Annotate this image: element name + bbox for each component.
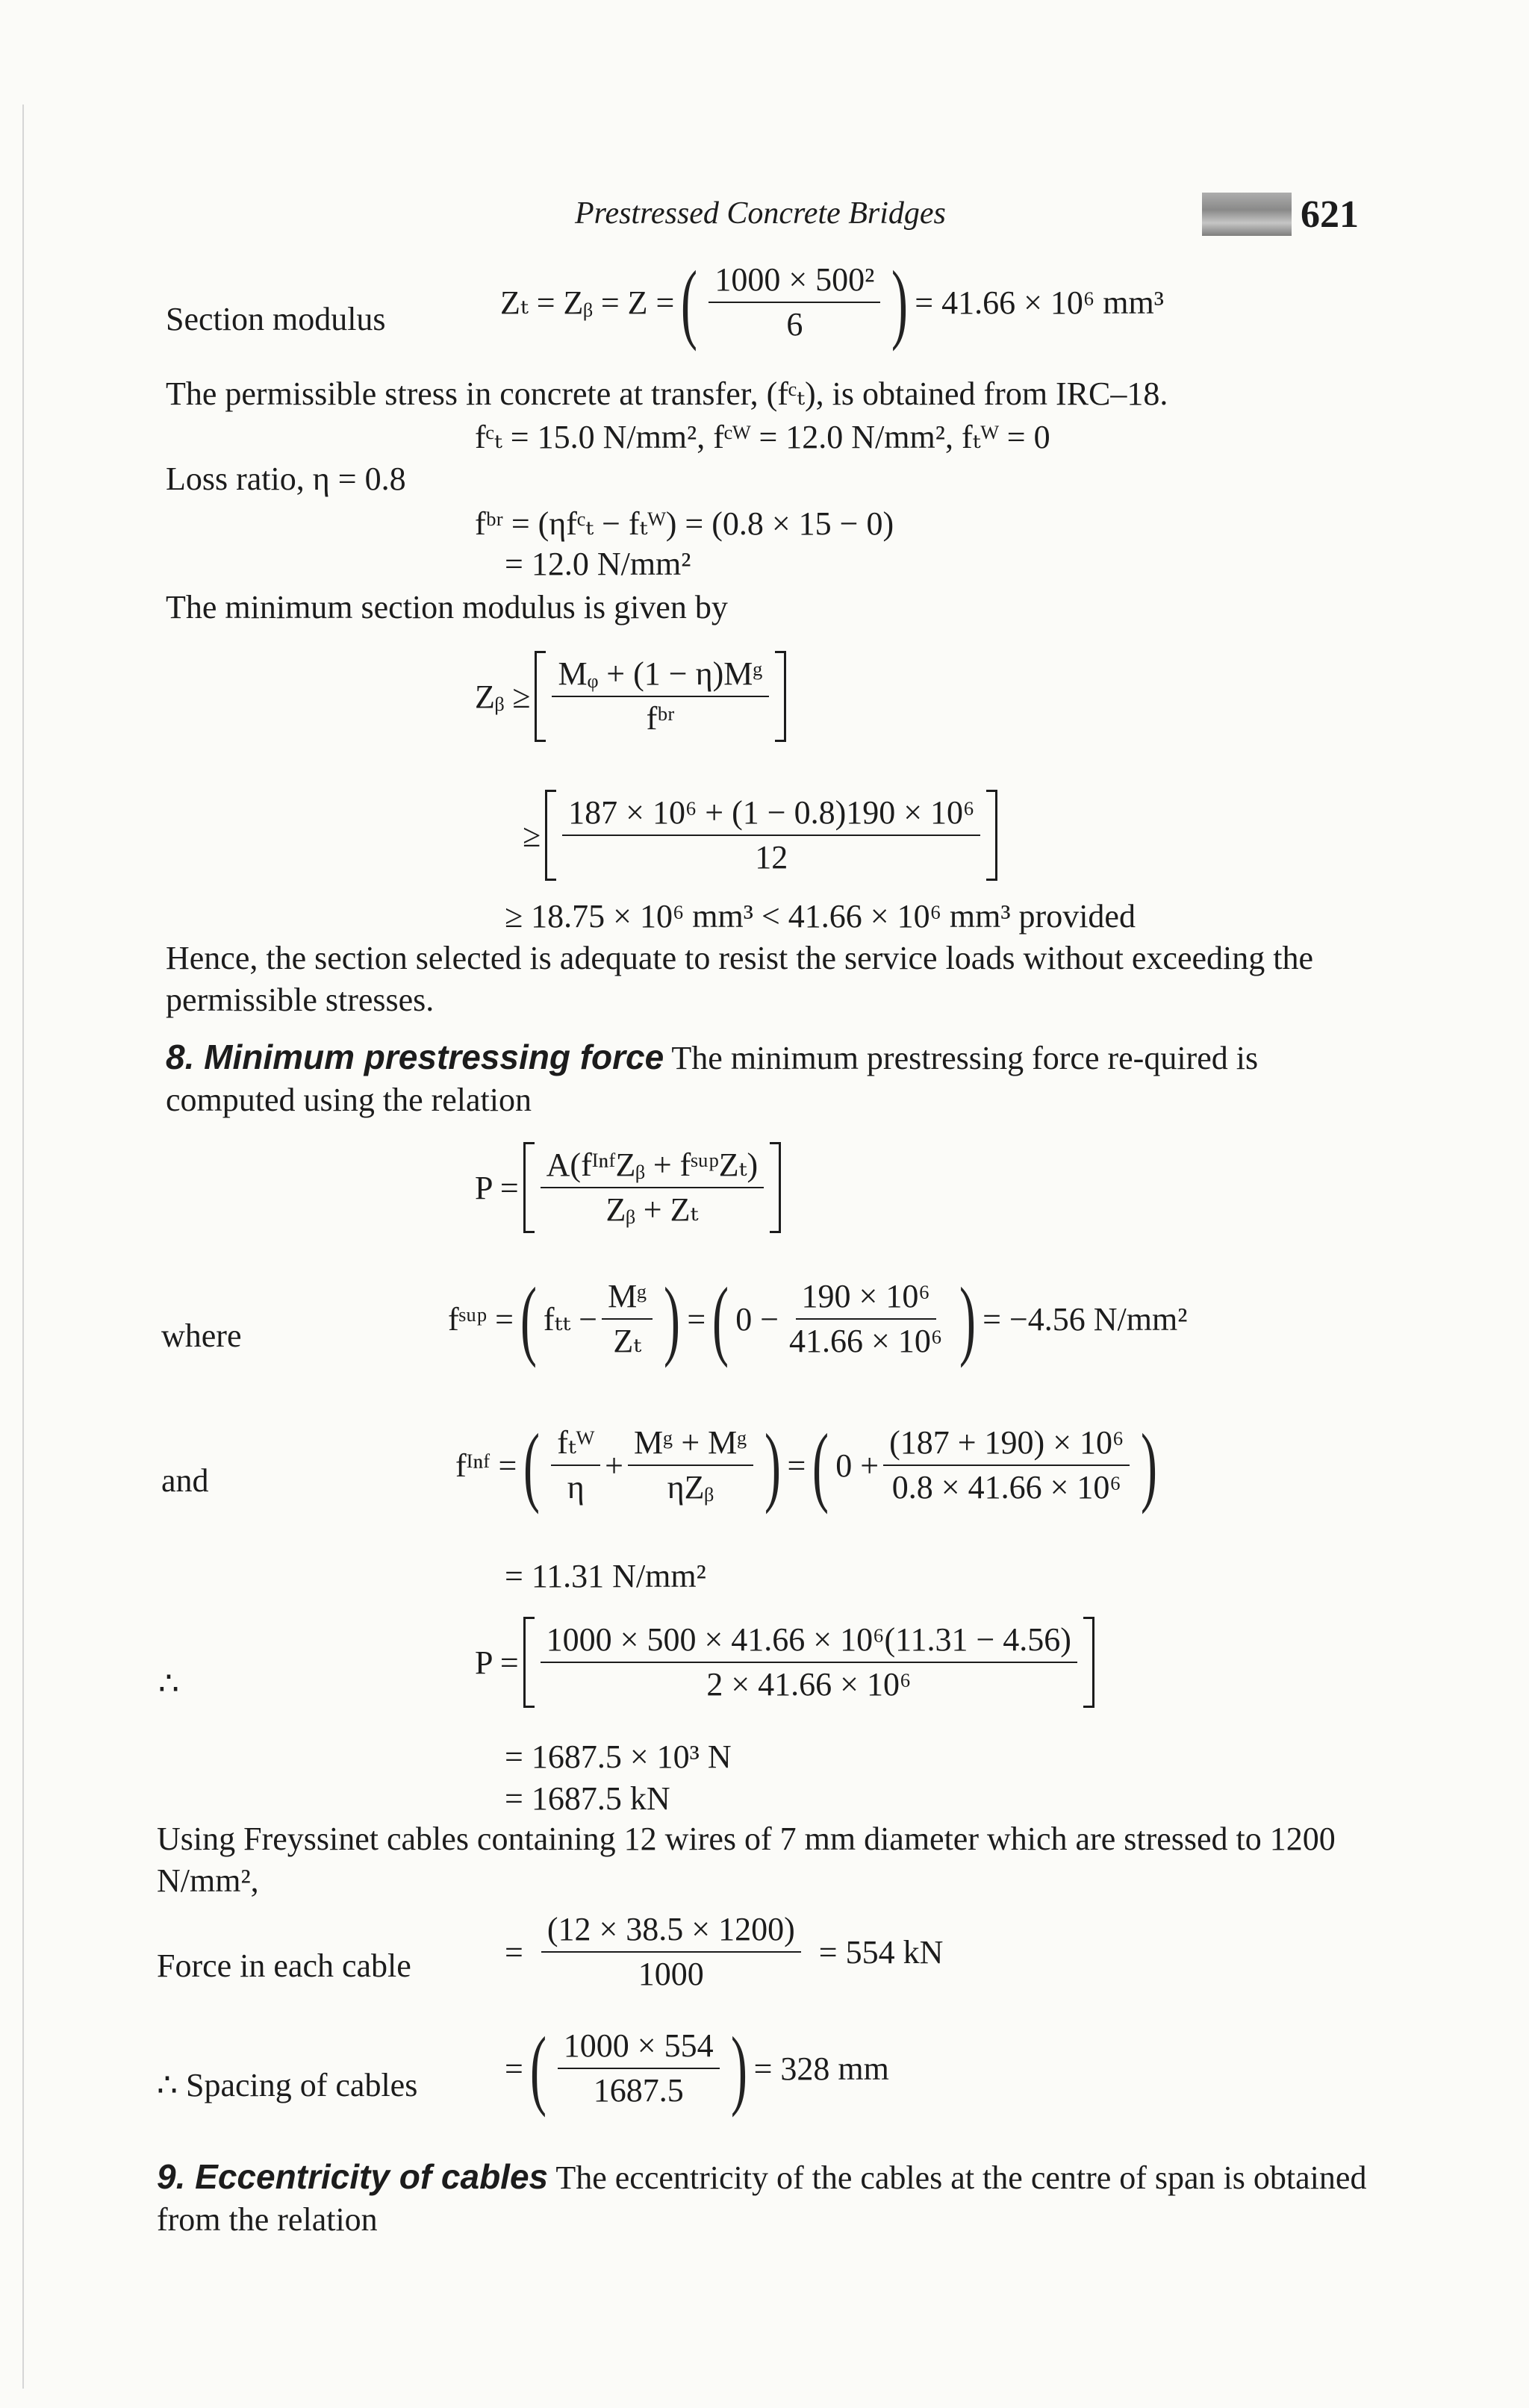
- left-paren: (: [712, 1269, 729, 1368]
- fraction: [541, 1911, 801, 1993]
- bracket: [545, 790, 997, 881]
- finf-lhs: fᴵⁿᶠ =: [455, 1447, 517, 1484]
- running-header-title: Prestressed Concrete Bridges: [575, 196, 946, 231]
- bracket: [523, 1142, 782, 1233]
- prestress-formula-lhs: P =: [475, 1169, 519, 1206]
- right-paren: ): [730, 2018, 747, 2118]
- fraction: [562, 794, 980, 876]
- left-paren: (: [520, 1269, 537, 1368]
- section-modulus-equation: [500, 252, 1164, 352]
- prestress-result-line2: = 1687.5 kN: [505, 1780, 670, 1817]
- zb-substitution-lhs: ≥: [523, 817, 541, 854]
- freyssinet-paragraph: Using Freyssinet cables containing 12 wires of 7 mm diameter which are stressed to 1200 N/mm²,: [157, 1821, 1336, 1899]
- spacing-label: ∴ Spacing of cables: [157, 2067, 418, 2103]
- fraction-numerator: Mᵩ + (1 − η)Mᵍ: [552, 655, 768, 697]
- equals-sign: =: [505, 2050, 523, 2087]
- page-binding-edge: [22, 105, 24, 2389]
- fraction-numerator: 190 × 10⁶: [796, 1278, 936, 1320]
- bracket: [535, 651, 785, 742]
- section-9-paragraph: [157, 2156, 1381, 2241]
- zb-formula-equation: [475, 651, 791, 742]
- section-8-text: The minimum prestressing force re-quired is computed using the relation: [166, 1040, 1259, 1118]
- finf-term3: 0 +: [835, 1447, 879, 1484]
- fraction-denominator: Zₜ: [613, 1323, 642, 1359]
- section-8-heading: 8. Minimum prestressing force: [166, 1038, 664, 1076]
- fraction-denominator: η: [567, 1469, 585, 1506]
- loss-ratio-text: Loss ratio, η = 0.8: [166, 461, 406, 497]
- fraction-denominator: 6: [786, 306, 803, 343]
- fraction: [541, 1147, 764, 1229]
- section-9-heading: 9. Eccentricity of cables: [157, 2157, 549, 2196]
- fraction-numerator: 187 × 10⁶ + (1 − 0.8)190 × 10⁶: [562, 794, 980, 836]
- fsup-term2: 0 −: [735, 1300, 779, 1338]
- prestress-substitution-lhs: P =: [475, 1644, 519, 1681]
- stress-values-equation: fᶜₜ = 15.0 N/mm², fᶜᵂ = 12.0 N/mm², fₜᵂ = 0: [475, 419, 1050, 455]
- page-number: 621: [1301, 193, 1359, 236]
- fbr-equation-line1: fᵇʳ = (ηfᶜₜ − fₜᵂ) = (0.8 × 15 − 0): [475, 505, 894, 542]
- spacing-rhs: = 328 mm: [753, 2050, 889, 2087]
- plus-sign: +: [605, 1447, 623, 1484]
- fraction-denominator: 0.8 × 41.66 × 10⁶: [891, 1469, 1121, 1506]
- prestress-substitution-equation: [475, 1617, 1099, 1708]
- fsup-lhs: fˢᵘᵖ =: [448, 1300, 514, 1338]
- left-paren: (: [812, 1415, 829, 1515]
- where-label: where: [161, 1317, 242, 1354]
- equals-sign: =: [787, 1447, 806, 1484]
- equals-sign: =: [687, 1300, 706, 1338]
- fsup-equation: [448, 1269, 1188, 1368]
- fraction-denominator: 41.66 × 10⁶: [789, 1323, 943, 1359]
- prestress-result-line1: = 1687.5 × 10³ N: [505, 1738, 732, 1775]
- fraction-numerator: Mᵍ: [602, 1278, 653, 1320]
- fraction: [883, 1424, 1130, 1506]
- fbr-equation-line2: = 12.0 N/mm²: [505, 546, 691, 582]
- fraction-numerator: (187 + 190) × 10⁶: [883, 1424, 1130, 1466]
- right-paren: ): [891, 252, 909, 352]
- fraction-denominator: Zᵦ + Zₜ: [605, 1191, 699, 1228]
- fraction: [552, 655, 768, 737]
- fraction-numerator: Mᵍ + Mᵍ: [628, 1424, 753, 1466]
- fraction-denominator: 1687.5: [593, 2072, 684, 2109]
- fraction-numerator: 1000 × 500²: [709, 261, 880, 303]
- spacing-equation: [505, 2018, 889, 2118]
- permissible-stress-text: The permissible stress in concrete at transfer, (fᶜₜ), is obtained from IRC–18.: [166, 375, 1168, 412]
- section-modulus-lhs: Zₜ = Zᵦ = Z =: [500, 284, 675, 321]
- zb-substitution-equation: [523, 790, 1002, 881]
- fraction: [551, 1424, 600, 1506]
- fraction-numerator: A(fᴵⁿᶠZᵦ + fˢᵘᵖZₜ): [541, 1147, 764, 1188]
- finf-equation: [455, 1415, 1164, 1515]
- therefore-symbol: ∴: [158, 1665, 179, 1702]
- right-paren: ): [1141, 1415, 1158, 1515]
- fraction: [541, 1621, 1077, 1703]
- hence-paragraph: Hence, the section selected is adequate to resist the service loads without exceeding the permissible stresses.: [166, 940, 1313, 1018]
- header-ornament-icon: [1202, 193, 1292, 236]
- force-cable-label: Force in each cable: [157, 1947, 411, 1984]
- fraction-denominator: ηZᵦ: [667, 1469, 714, 1506]
- right-paren: ): [959, 1269, 977, 1368]
- prestress-force-formula: [475, 1142, 785, 1233]
- bracket: [523, 1617, 1094, 1708]
- zb-formula-lhs: Zᵦ ≥: [475, 678, 531, 715]
- force-cable-equation: [505, 1911, 943, 1993]
- left-paren: (: [523, 1415, 541, 1515]
- fraction: [628, 1424, 753, 1506]
- fraction-numerator: fₜᵂ: [551, 1424, 600, 1466]
- fsup-term1: fₜₜ −: [543, 1300, 598, 1338]
- force-cable-rhs: = 554 kN: [818, 1933, 944, 1971]
- fraction: [558, 2027, 720, 2109]
- section-modulus-label: Section modulus: [166, 301, 386, 337]
- section-8-paragraph: [166, 1036, 1375, 1121]
- fraction-numerator: 1000 × 500 × 41.66 × 10⁶(11.31 − 4.56): [541, 1621, 1077, 1663]
- fsup-rhs: = −4.56 N/mm²: [983, 1300, 1188, 1338]
- fraction-denominator: 1000: [638, 1956, 704, 1992]
- right-paren: ): [764, 1415, 781, 1515]
- fraction-denominator: 2 × 41.66 × 10⁶: [706, 1666, 912, 1703]
- zb-result-equation: ≥ 18.75 × 10⁶ mm³ < 41.66 × 10⁶ mm³ provided: [505, 898, 1136, 935]
- min-section-modulus-text: The minimum section modulus is given by: [166, 589, 728, 626]
- left-paren: (: [529, 2018, 546, 2118]
- fraction: [602, 1278, 653, 1360]
- fraction: [783, 1278, 948, 1360]
- fraction: [709, 261, 880, 343]
- fraction-denominator: fᵇʳ: [646, 700, 675, 737]
- fraction-denominator: 12: [755, 839, 788, 876]
- fraction-numerator: (12 × 38.5 × 1200): [541, 1911, 801, 1953]
- fraction-numerator: 1000 × 554: [558, 2027, 720, 2069]
- and-label: and: [161, 1462, 209, 1499]
- finf-result: = 11.31 N/mm²: [505, 1558, 706, 1594]
- right-paren: ): [664, 1269, 681, 1368]
- equals-sign: =: [505, 1933, 523, 1971]
- section-modulus-rhs: = 41.66 × 10⁶ mm³: [915, 284, 1164, 321]
- section-9-text: The eccentricity of the cables at the centre of span is obtained from the relation: [157, 2159, 1367, 2238]
- left-paren: (: [681, 252, 698, 352]
